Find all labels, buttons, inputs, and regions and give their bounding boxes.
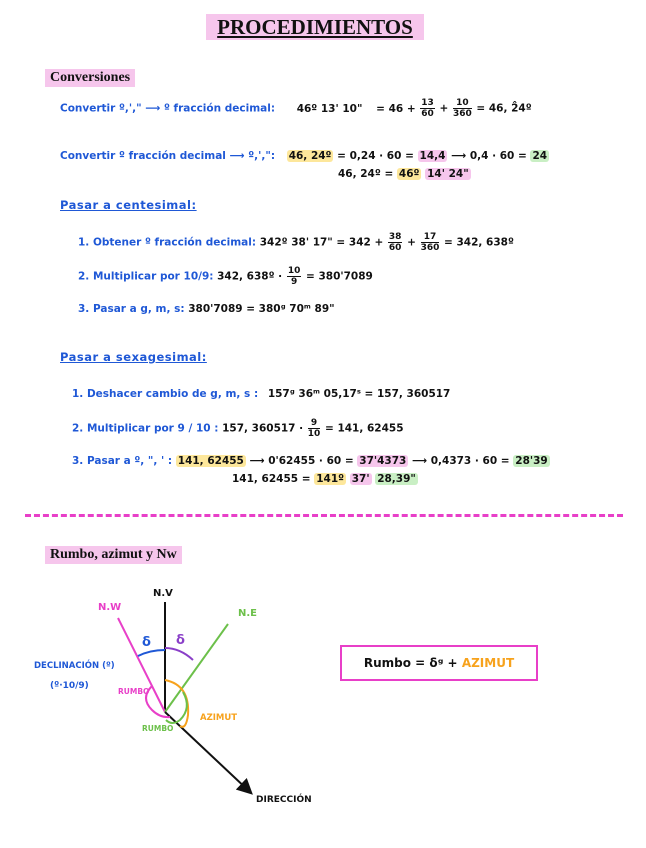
centesimal-step-1-result: = 342, 638º [444, 236, 514, 249]
highlight-value-1: 46, 24º [288, 150, 332, 162]
centesimal-step-3-label: 3. Pasar a g, m, s: [78, 303, 185, 315]
sexagesimal-step-2-result: = 141, 62455 [324, 422, 404, 435]
sexagesimal-step-2-label: 2. Multiplicar por 9 / 10 : [72, 422, 219, 435]
centesimal-step-1 [78, 232, 514, 253]
conversion-row-1-input: 46º 13' 10" [296, 102, 363, 115]
sexagesimal-heading: Pasar a sexagesimal: [60, 350, 207, 364]
highlight-seconds: 28,39" [377, 473, 416, 485]
label-nw: N.W [98, 602, 122, 613]
north-east-line [165, 624, 228, 712]
delta-arc-blue [138, 650, 165, 656]
highlight-value-1: 141, 62455 [177, 455, 244, 467]
conversion-row-2-line2 [338, 168, 471, 180]
centesimal-step-3-result: 380'7089 = 380ᵍ 70ᵐ 89" [188, 303, 335, 315]
label-delta-2: δ [176, 633, 185, 648]
sexagesimal-step-3 [72, 455, 550, 467]
label-direccion: DIRECCIÓN [256, 795, 312, 805]
sexagesimal-step-1 [72, 388, 450, 400]
delta-arc-purple [165, 648, 193, 660]
conversion-row-1-label: Convertir º,'," ⟶ º fracción decimal: [60, 102, 276, 115]
centesimal-step-1-label: 1. Obtener º fracción decimal: [78, 236, 257, 249]
centesimal-step-2-label: 2. Multiplicar por 10/9: [78, 270, 214, 283]
label-delta-1: δ [142, 635, 151, 650]
azimut-arc [165, 680, 188, 727]
label-ne: N.E [238, 608, 257, 619]
highlight-minutes: 37' [351, 473, 370, 485]
highlight-value-3: 24 [532, 150, 548, 162]
centesimal-step-2-a: 342, 638º · [217, 270, 283, 283]
conversion-row-2-label: Convertir º fracción decimal ⟶ º,',": [60, 150, 276, 162]
conversion-row-2-mid2: ⟶ 0,4 · 60 = [451, 150, 527, 162]
plus-sign: + [407, 236, 416, 249]
sexagesimal-step-3-mid2: ⟶ 0,4373 · 60 = [412, 455, 510, 467]
highlight-degrees: 141º [316, 473, 345, 485]
rumbo-diagram [0, 580, 340, 810]
label-nv: N.V [153, 588, 173, 599]
sexagesimal-step-3-mid1: ⟶ 0'62455 · 60 = [249, 455, 354, 467]
sexagesimal-step-1-result: 157ᵍ 36ᵐ 05,17ˢ = 157, 360517 [267, 388, 451, 400]
plus-sign: + [439, 102, 449, 115]
direction-line [165, 712, 250, 792]
north-west-line [118, 618, 165, 712]
conversion-row-1-result: = 46, 2̂4º [476, 102, 532, 115]
conversion-row-2 [60, 150, 549, 162]
label-declinacion-formula: (º·10/9) [50, 681, 89, 691]
sexagesimal-step-3-line2 [232, 473, 418, 485]
conversion-row-2-line2-a: 46, 24º = [338, 168, 394, 180]
conversion-row-2-mid1: = 0,24 · 60 = [337, 150, 414, 162]
highlight-minutes-seconds: 14' 24" [427, 168, 469, 180]
highlight-value-2: 14,4 [419, 150, 446, 162]
sexagesimal-step-2-a: 157, 360517 · [222, 422, 304, 435]
conversion-row-1-eq: = 46 + [376, 102, 416, 115]
label-azimut: AZIMUT [200, 713, 238, 723]
fraction-10-9: $\frac{10}{9}$ [287, 266, 301, 287]
fraction-13-60: $\frac{13}{60}$ [421, 98, 434, 119]
section-divider [25, 514, 623, 517]
fraction-10-360: $\frac{10}{360}$ [452, 98, 472, 119]
highlight-degrees: 46º [398, 168, 420, 180]
sexagesimal-step-3-label: 3. Pasar a º, ", ' : [72, 455, 173, 467]
rumbo-formula-left: Rumbo = δᵍ + [363, 656, 458, 670]
centesimal-step-3 [78, 303, 335, 315]
page-title: PROCEDIMIENTOS [206, 14, 424, 40]
sexagesimal-step-3-line2-a: 141, 62455 = [232, 473, 311, 485]
sexagesimal-step-1-label: 1. Deshacer cambio de g, m, s : [72, 388, 259, 400]
sexagesimal-step-2 [72, 418, 404, 439]
highlight-value-3: 28'39 [515, 455, 548, 467]
fraction-9-10: $\frac{9}{10}$ [307, 418, 321, 439]
highlight-value-2: 37'4373 [359, 455, 407, 467]
rumbo-heading: Rumbo, azimut y Nw [45, 546, 182, 564]
centesimal-step-1-a: 342º 38' 17" = 342 + [259, 236, 384, 249]
fraction-38-60: $\frac{38}{60}$ [388, 232, 402, 253]
fraction-17-360: $\frac{17}{360}$ [420, 232, 440, 253]
label-declinacion: DECLINACIÓN (º) [34, 661, 115, 671]
centesimal-step-2 [78, 266, 373, 287]
label-rumbo-pink: RUMBO [118, 687, 150, 696]
rumbo-formula-box [340, 645, 538, 681]
conversiones-heading: Conversiones [45, 69, 135, 87]
centesimal-heading: Pasar a centesimal: [60, 198, 197, 212]
conversion-row-1 [60, 98, 532, 119]
centesimal-step-2-result: = 380'7089 [306, 270, 373, 283]
label-rumbo-green: RUMBO [142, 724, 174, 733]
rumbo-formula-azimut: AZIMUT [461, 656, 515, 670]
